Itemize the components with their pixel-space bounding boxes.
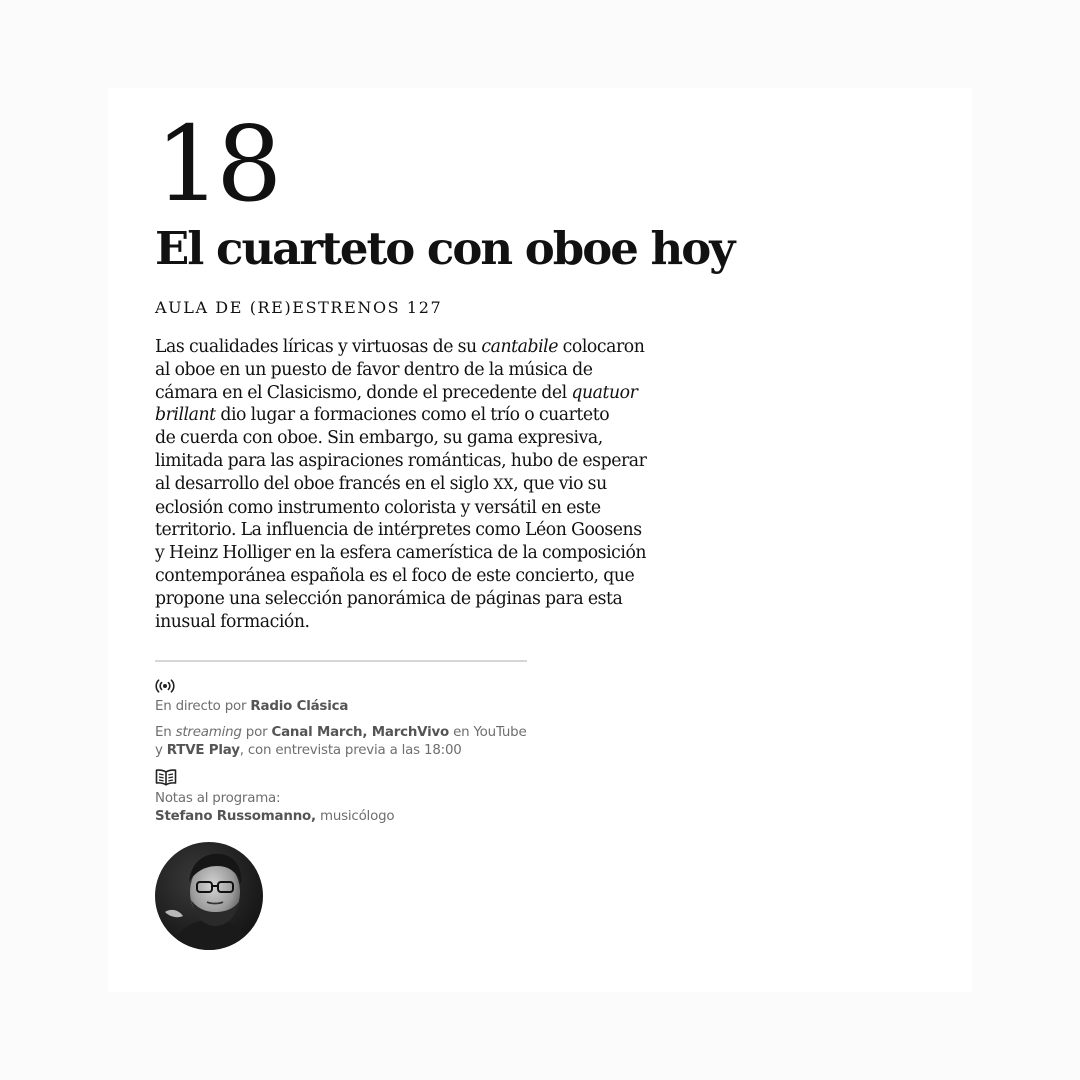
description-text: XX [493,476,514,493]
description-italic-term: cantabile [481,337,559,357]
streaming-prefix: En [155,725,176,741]
description-text: limitada para las aspiraciones románticas, hubo de esperar [155,450,647,471]
description-line [155,450,695,473]
description-italic-term: brillant [155,405,216,426]
series-label: AULA DE (RE)ESTRENOS 127 [155,298,443,317]
event-description [155,336,695,633]
description-text: y Heinz Holliger en la esfera camerística de la composición [155,543,647,564]
description-line [155,382,695,405]
notes-label: Notas al programa: [155,791,281,807]
description-text: inusual formación. [155,611,310,632]
description-text: propone una selección panorámica de páginas para esta [155,588,623,609]
author-portrait-image [155,842,263,950]
description-line [155,497,695,520]
open-book-icon-svg [155,768,177,786]
description-italic-term: quatuor [571,382,638,403]
streaming-line [155,724,695,742]
description-text: eclosión como instrumento colorista y versátil en este [155,497,601,518]
streaming-channels: Canal March, MarchVivo [271,725,450,741]
notes-author-role: musicólogo [315,809,395,825]
streaming-platform: en YouTube [449,725,527,741]
description-text: colocaron [558,337,645,357]
description-text: territorio. La influencia de intérpretes como Léon Goosens [155,520,642,541]
description-text: de cuerda con oboe. Sin embargo, su gama expresiva, [155,428,603,449]
radio-station: Radio Clásica [250,699,349,715]
description-text: , que vio su [513,473,607,494]
radio-prefix: En directo por [155,699,251,715]
description-line [155,611,695,634]
description-line [155,542,695,565]
streaming-by: por [241,725,272,741]
description-text: al desarrollo del oboe francés en el siglo [155,473,494,494]
notes-author-name: Stefano Russomanno, [155,809,316,825]
description-line [155,519,695,542]
event-number: 18 [155,103,278,225]
streaming-and: y [155,743,167,759]
description-line [155,427,695,450]
streaming-rtve: RTVE Play [166,743,240,759]
radio-line [155,698,695,716]
description-line [155,336,695,359]
notes-author [155,808,695,826]
open-book-icon [155,768,695,786]
program-page [108,88,972,992]
description-text: contemporánea española es el foco de este concierto, que [155,565,635,586]
streaming-word: streaming [175,725,242,741]
description-text: al oboe en un puesto de favor dentro de la música de [155,359,593,380]
event-title: El cuarteto con oboe hoy [155,222,734,275]
description-line [155,359,695,382]
radio-broadcast-icon-svg [155,678,175,694]
author-portrait [155,842,263,950]
description-line [155,473,695,497]
description-text: cámara en el Clasicismo, donde el precedente del [155,382,572,403]
streaming-line-2 [155,742,695,760]
radio-broadcast-icon [155,678,695,696]
program-entry [155,103,734,950]
description-text: Las cualidades líricas y virtuosas de su [155,337,482,357]
description-line [155,404,695,427]
description-line [155,565,695,588]
description-line [155,588,695,611]
streaming-suffix: , con entrevista previa a las 18:00 [239,743,462,759]
divider [155,660,527,662]
description-text: dio lugar a formaciones como el trío o cuarteto [215,405,610,426]
